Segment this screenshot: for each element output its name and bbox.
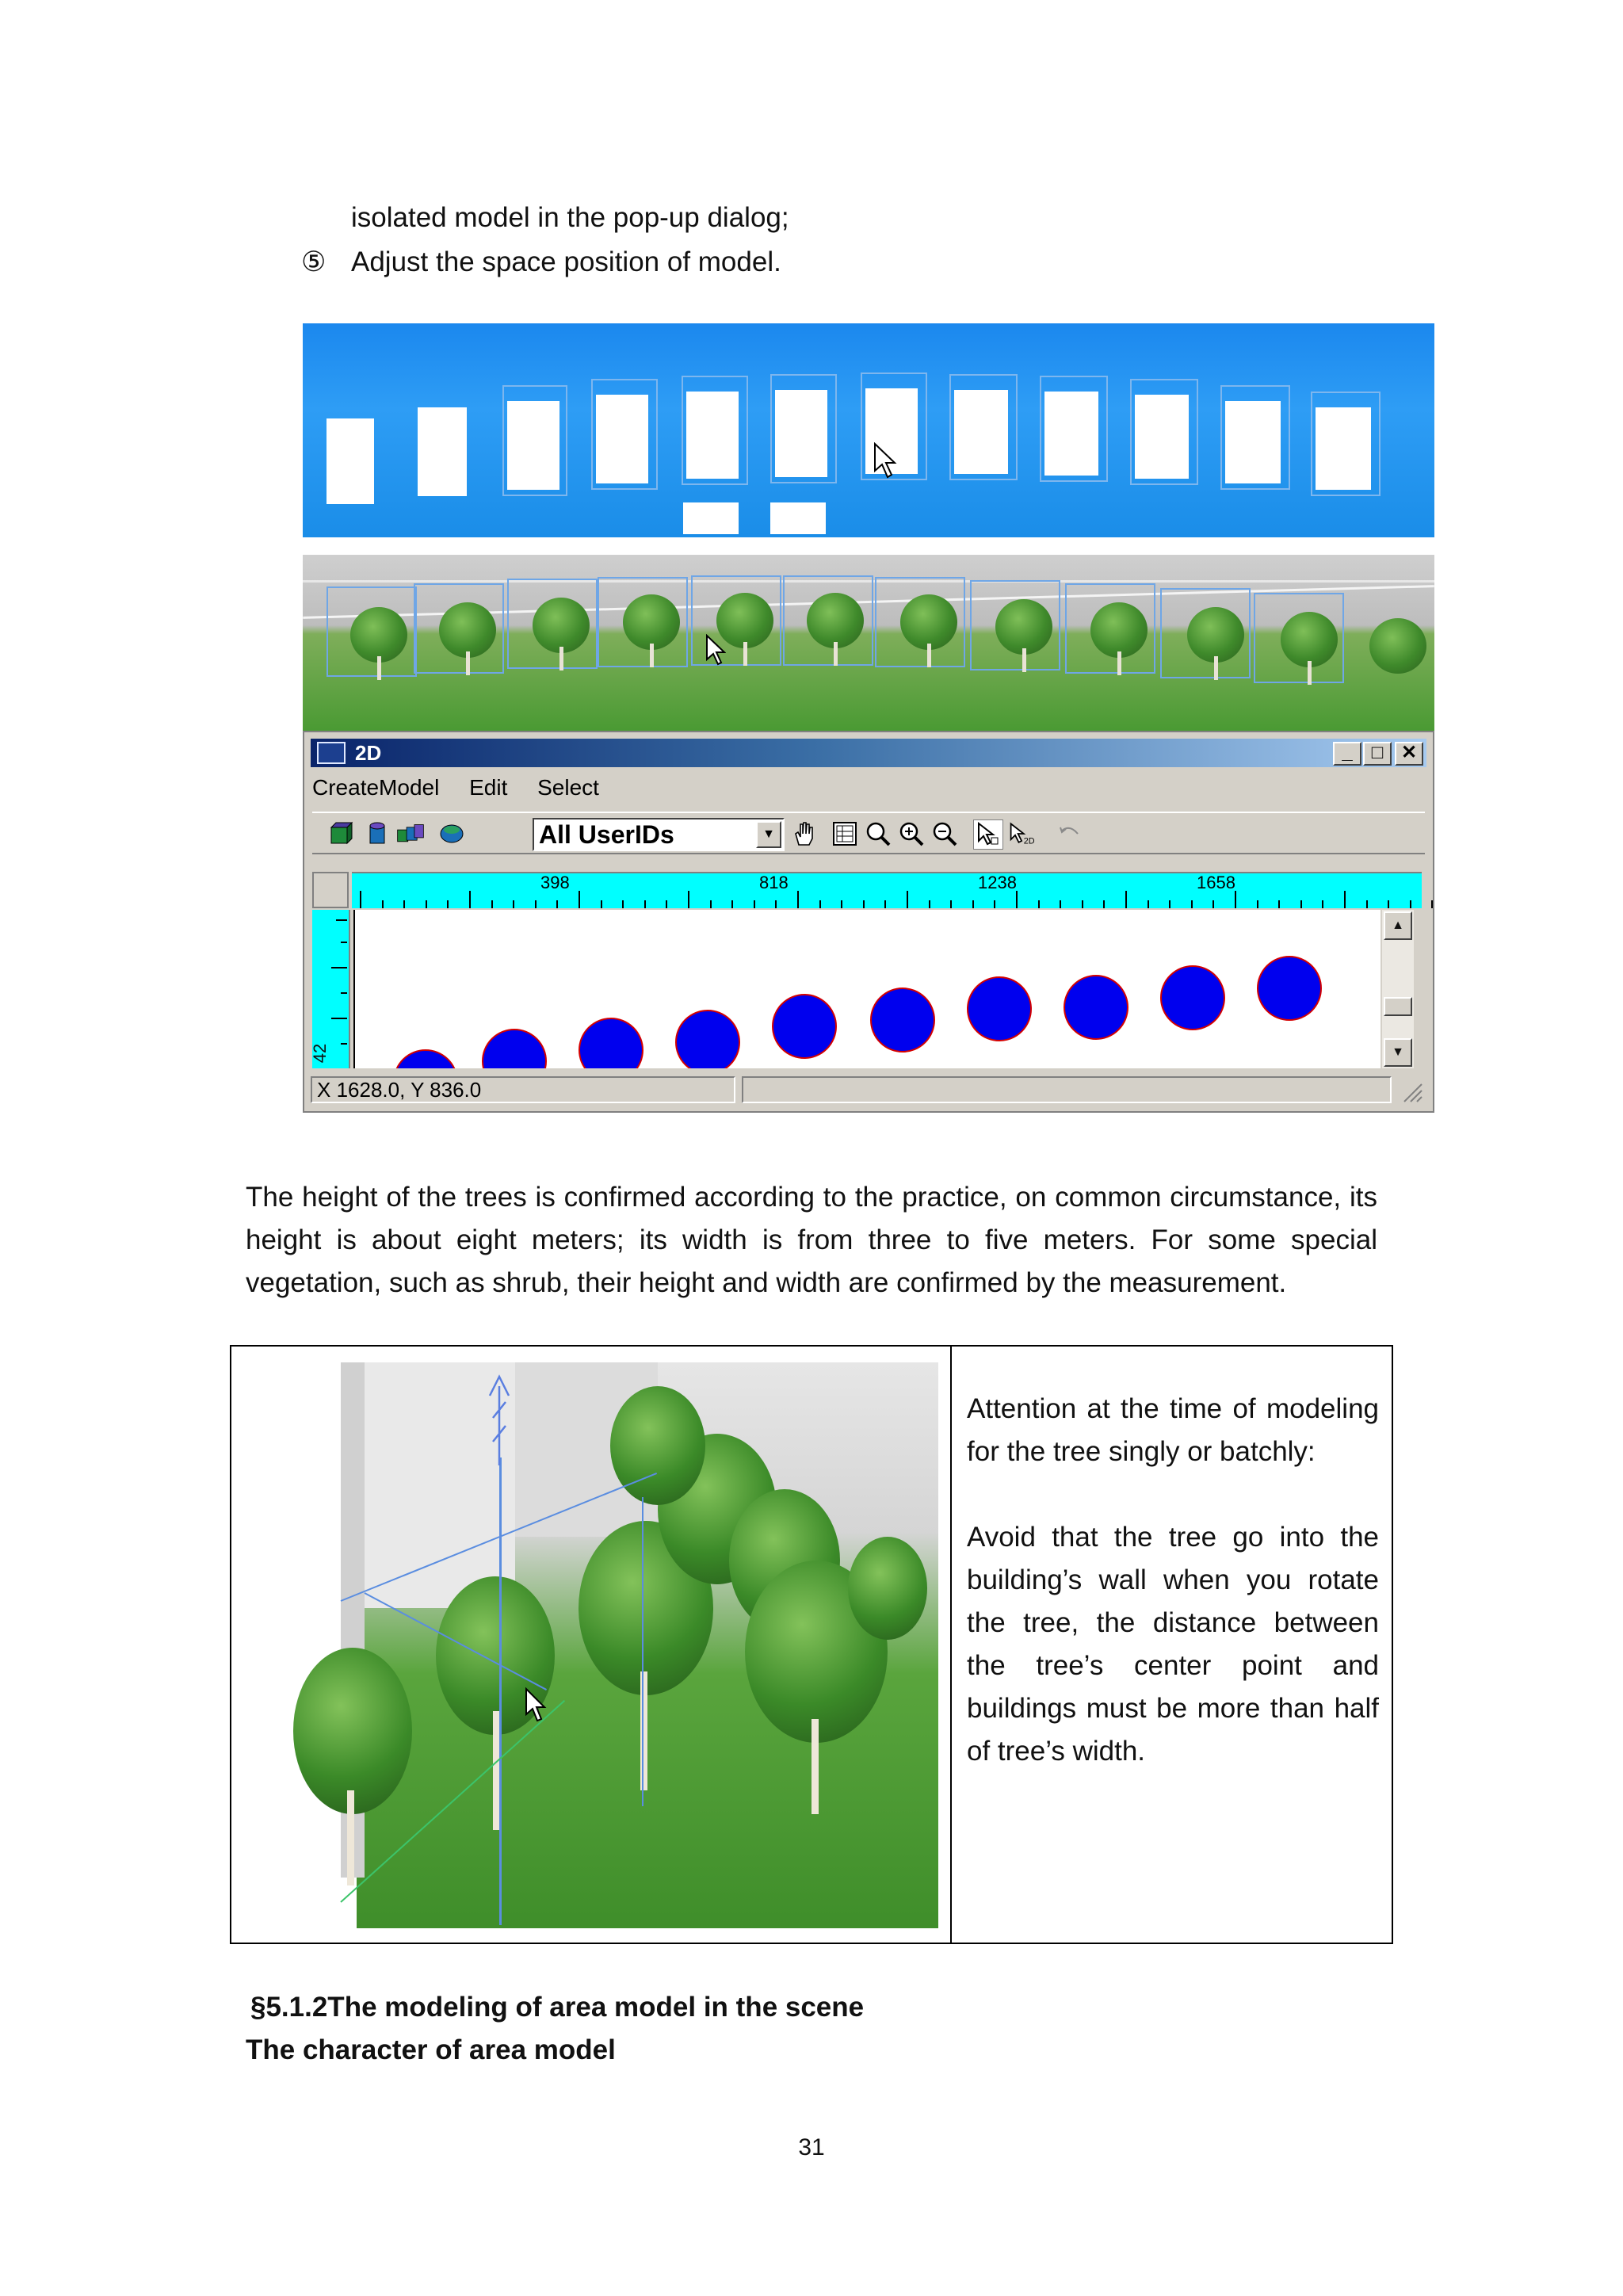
- ruler-tick: [754, 900, 755, 908]
- ruler-tick: [1235, 891, 1236, 908]
- body-paragraph: The height of the trees is confirmed according to the practice, on common circumstance, its height is about eight meters; its width is from three to five meters. For some special vegetation, such as shrub, their height and width are confirmed by the measurement.: [246, 1182, 1377, 1298]
- close-button[interactable]: ✕: [1395, 742, 1423, 766]
- ruler-tick: [1103, 900, 1105, 908]
- step-number: ⑤: [301, 246, 327, 277]
- maximize-button[interactable]: □: [1363, 742, 1392, 766]
- ruler-tick: [1344, 891, 1346, 908]
- dialog-2d: [303, 731, 1434, 1113]
- userid-select-value: All UserIDs: [539, 820, 674, 849]
- menu-select[interactable]: Select: [537, 775, 599, 800]
- ruler-tick: [666, 900, 667, 908]
- ruler-tick: [579, 891, 580, 908]
- ruler-tick: [907, 891, 908, 908]
- zoom-out-icon[interactable]: [930, 819, 959, 848]
- ruler-tick: [972, 900, 974, 908]
- figure-3d-buildings: [303, 323, 1434, 537]
- ruler-corner: [312, 872, 349, 908]
- ruler-tick: [841, 900, 842, 908]
- ruler-tick: [644, 900, 646, 908]
- tree-circle[interactable]: [870, 988, 935, 1052]
- menu-edit[interactable]: Edit: [469, 775, 508, 800]
- ruler-tick: [556, 900, 558, 908]
- ruler-tick: [1410, 900, 1411, 908]
- ruler-label: 1658: [1197, 873, 1235, 892]
- ruler-tick: [1038, 900, 1040, 908]
- vertical-ruler: [312, 910, 350, 1068]
- ruler-tick: [819, 900, 821, 908]
- ruler-tick: [1257, 900, 1258, 908]
- ruler-tick: [1125, 891, 1127, 908]
- zoom-icon[interactable]: [864, 819, 892, 848]
- ruler-tick: [360, 891, 361, 908]
- tree-circle[interactable]: [1064, 975, 1128, 1040]
- ruler-tick: [1212, 900, 1214, 908]
- undo-icon[interactable]: [1056, 819, 1084, 848]
- ruler-tick: [863, 900, 865, 908]
- status-coordinates: X 1628.0, Y 836.0: [311, 1076, 735, 1103]
- tree-circle[interactable]: [675, 1010, 740, 1068]
- ruler-tick: [929, 900, 930, 908]
- menu-bar: [312, 772, 623, 804]
- userid-select[interactable]: [533, 818, 785, 851]
- ruler-label: 818: [759, 873, 789, 892]
- ruler-tick: [447, 900, 449, 908]
- chevron-down-icon[interactable]: ▼: [756, 821, 781, 848]
- tree-circle[interactable]: [772, 994, 837, 1059]
- ruler-tick: [1082, 900, 1083, 908]
- ruler-tick: [775, 900, 777, 908]
- ruler-tick: [1060, 900, 1061, 908]
- dialog-titlebar[interactable]: [311, 739, 1426, 767]
- tree-circle[interactable]: [1257, 956, 1322, 1021]
- ruler-tick: [535, 900, 537, 908]
- ruler-tick: [950, 900, 952, 908]
- figure-tree-near-building: [246, 1362, 938, 1928]
- select-arrow-icon[interactable]: [973, 819, 1003, 850]
- ruler-tick: [491, 900, 493, 908]
- section-heading: §5.1.2The modeling of area model in the scene: [250, 1992, 865, 2023]
- ruler-tick: [513, 900, 514, 908]
- ruler-tick: [426, 900, 427, 908]
- ruler-tick: [622, 900, 624, 908]
- select-2d-icon[interactable]: [1008, 819, 1037, 848]
- ruler-tick: [469, 891, 471, 908]
- cursor-arrow-icon: [525, 1687, 547, 1724]
- tree-circle[interactable]: [393, 1049, 458, 1068]
- svg-text:2D: 2D: [1023, 836, 1035, 846]
- ruler-tick: [1431, 900, 1433, 908]
- ruler-tick: [1322, 900, 1323, 908]
- ruler-tick: [1388, 900, 1389, 908]
- ruler-tick: [1191, 900, 1193, 908]
- ruler-v-label: 42: [310, 1043, 330, 1064]
- status-bar: [311, 1075, 1426, 1105]
- ruler-tick: [601, 900, 602, 908]
- grid-icon[interactable]: [831, 819, 859, 848]
- status-panel: [742, 1076, 1392, 1103]
- ruler-tick: [688, 891, 689, 908]
- ruler-tick: [884, 900, 886, 908]
- cursor-arrow-icon: [873, 442, 897, 479]
- note-body: Avoid that the tree go into the building’s wall when you rotate the tree, the distance between the tree’s center point and buildings must be more than half of tree’s width.: [967, 1522, 1379, 1767]
- ruler-tick: [731, 900, 733, 908]
- canvas-2d[interactable]: [353, 910, 1381, 1068]
- multi-cube-icon[interactable]: [396, 819, 425, 848]
- tree-circle[interactable]: [579, 1018, 643, 1068]
- dialog-title: 2D: [355, 741, 382, 765]
- note-heading: Attention at the time of modeling for the tree singly or batchly:: [967, 1393, 1379, 1467]
- figure-3d-trees: [303, 555, 1434, 731]
- cylinder-icon[interactable]: [363, 819, 391, 848]
- resize-grip-icon[interactable]: [1400, 1079, 1423, 1103]
- cursor-arrow-icon: [705, 634, 726, 666]
- cube-icon[interactable]: [327, 819, 355, 848]
- ruler-tick: [1278, 900, 1280, 908]
- tree-circle[interactable]: [967, 976, 1032, 1041]
- ruler-label: 398: [540, 873, 570, 892]
- ruler-tick: [1148, 900, 1149, 908]
- ellipse-icon[interactable]: [437, 819, 466, 848]
- intro-line: isolated model in the pop-up dialog;: [351, 202, 789, 233]
- horizontal-ruler: [352, 872, 1422, 908]
- tree-circle[interactable]: [1160, 965, 1225, 1030]
- ruler-tick: [382, 900, 384, 908]
- step-text: Adjust the space position of model.: [351, 246, 781, 277]
- ruler-tick: [1300, 900, 1302, 908]
- tree-circle[interactable]: [482, 1029, 547, 1068]
- ruler-tick: [1169, 900, 1170, 908]
- scroll-up-icon[interactable]: ▲: [1384, 911, 1412, 940]
- ruler-tick: [994, 900, 995, 908]
- ruler-tick: [403, 900, 405, 908]
- scroll-thumb[interactable]: [1384, 997, 1412, 1016]
- vertical-scrollbar[interactable]: [1382, 910, 1414, 1068]
- hand-icon[interactable]: [791, 819, 819, 848]
- minimize-button[interactable]: _: [1333, 742, 1361, 766]
- ruler-tick: [797, 891, 799, 908]
- ruler-label: 1238: [978, 873, 1017, 892]
- ruler-tick: [710, 900, 712, 908]
- note-table: [230, 1345, 1393, 1944]
- toolbar: [312, 812, 1425, 854]
- axis-arrow-icon: [483, 1370, 515, 1473]
- menu-createmodel[interactable]: CreateModel: [312, 775, 440, 800]
- zoom-in-icon[interactable]: [897, 819, 926, 848]
- app-icon: [317, 742, 346, 764]
- ruler-tick: [1016, 891, 1018, 908]
- page-number: 31: [798, 2134, 825, 2160]
- ruler-tick: [1366, 900, 1368, 908]
- scroll-down-icon[interactable]: ▼: [1384, 1038, 1412, 1067]
- section-subheading: The character of area model: [246, 2034, 616, 2065]
